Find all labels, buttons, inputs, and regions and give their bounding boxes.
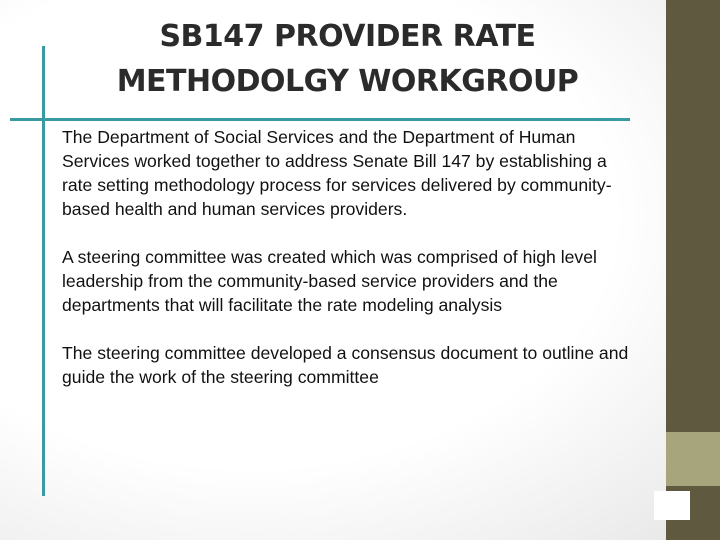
horizontal-accent-rule (10, 118, 630, 121)
slide-title: SB147 PROVIDER RATE METHODOLGY WORKGROUP (116, 19, 579, 99)
slide-body (62, 125, 632, 413)
side-white-square (654, 491, 690, 520)
paragraph-steering-committee: A steering committee was created which was comprised of high level leadership from the community-based service providers and the departments that will facilitate the rate modeling analysis (62, 247, 597, 315)
side-band-light-block (666, 432, 720, 486)
paragraph-dss-dhs: The Department of Social Services and the Department of Human Services worked together to address Senate Bill 147 by establishing a rate setting methodology process for services delivered by community-based health and human services providers. (62, 127, 612, 219)
paragraph-consensus-document: The steering committee developed a consensus document to outline and guide the work of the steering committee (62, 343, 629, 387)
vertical-accent-rule (42, 46, 45, 496)
